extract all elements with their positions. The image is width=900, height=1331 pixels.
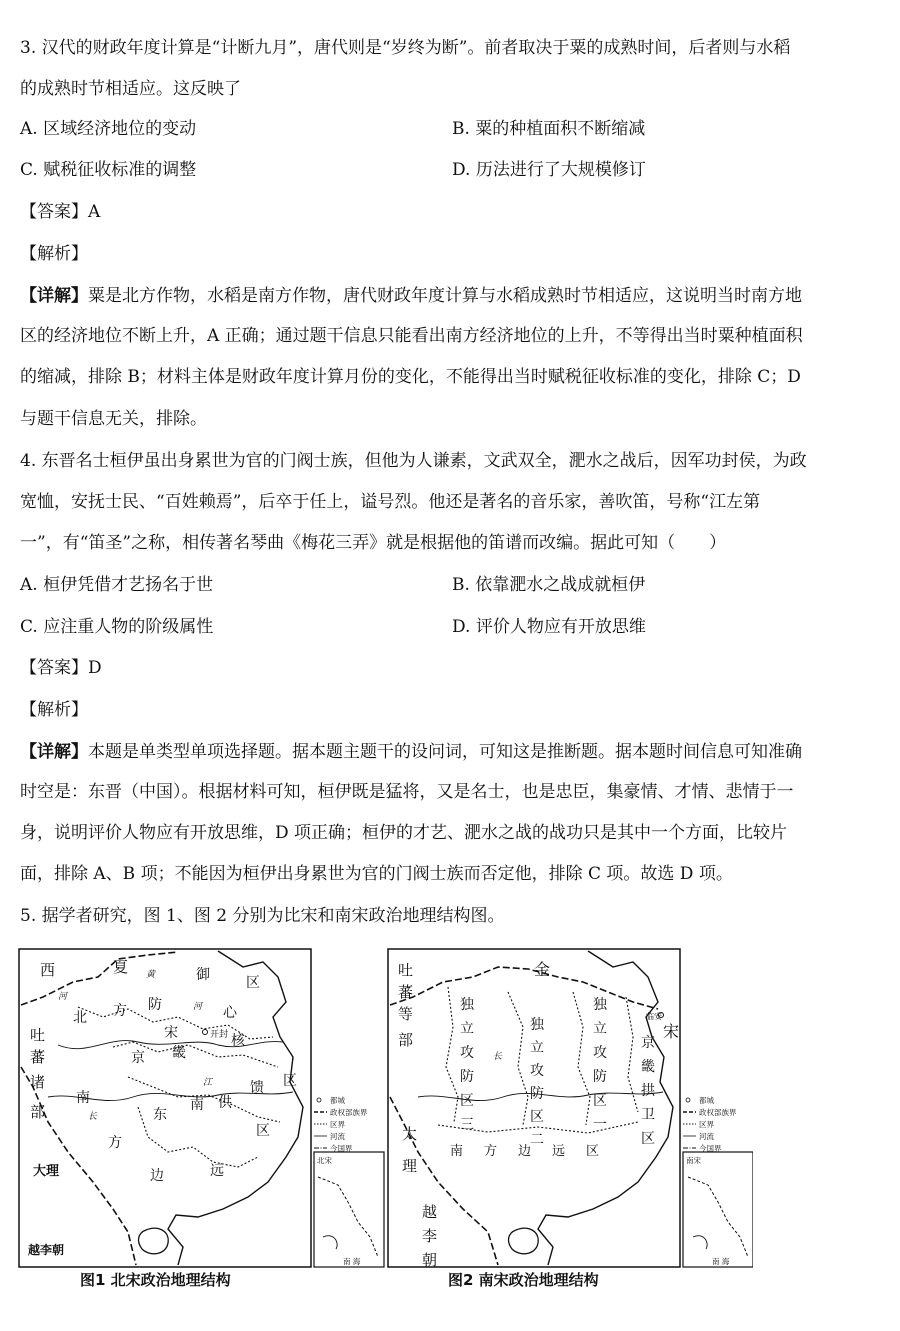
map1-label-24: 东 <box>153 1107 167 1123</box>
q3-detail-label: 【详解】 <box>20 286 88 306</box>
map1-label-14: 蕃 <box>30 1048 46 1066</box>
map2-label-21: 防 <box>593 1069 607 1085</box>
map2-label-20: 攻 <box>593 1045 607 1061</box>
map1-legend-item-0: 都城 <box>330 1096 345 1105</box>
q3-stem-line1: 3. 汉代的财政年度计算是“计断九月”，唐代则是“岁终为断”。前者取决于粟的成熟时间，后者则与水稻 <box>20 38 791 58</box>
map1-label-29: 大理 <box>33 1164 60 1179</box>
map2-legend-item-3: 河流 <box>699 1132 714 1141</box>
map2-caption: 图2 南宋政治地理结构 <box>448 1271 599 1289</box>
map1-label-1: 夏 <box>113 958 129 976</box>
q4-detail-line2: 时空是：东晋（中国）。根据材料可知，桓伊既是猛将，又是名士，也是忠臣，集豪情、才情、悲情于一 <box>20 782 794 802</box>
q3-answer-value: A <box>88 202 101 222</box>
map2-label-40: 朝 <box>422 1251 438 1269</box>
map2-label-27: 畿 <box>641 1059 655 1075</box>
q3-option-d: D. 历法进行了大规模修订 <box>452 160 646 180</box>
map1-label-18: 南 <box>76 1090 90 1106</box>
q3-answer <box>20 201 100 223</box>
map1-inset-sea: 南 海 <box>343 1257 361 1266</box>
map1-inset-frame <box>314 1152 384 1267</box>
map2-label-23: 一 <box>593 1117 607 1133</box>
map1-label-2: 黄 <box>146 970 156 980</box>
q3-detail-text1: 粟是北方作物，水稻是南方作物，唐代财政年度计算与水稻成熟时节相适应，这说明当时南方地 <box>88 286 802 306</box>
q4-detail-label: 【详解】 <box>20 742 88 762</box>
map2-label-33: 方 <box>484 1144 498 1159</box>
q3-detail-line1 <box>20 285 802 307</box>
q5-stem: 5. 据学者研究，图 1、图 2 分别为比宋和南宋政治地理结构图。 <box>20 906 505 926</box>
map1-legend-item-1: 政权部族界 <box>330 1108 368 1117</box>
map1-label-22: 部 <box>30 1103 46 1121</box>
map2-label-9: 部 <box>398 1031 414 1049</box>
map1-legend-item-4: 今国界 <box>330 1144 353 1153</box>
q3-detail-line2: 区的经济地位不断上升，A 正确；通过题干信息只能看出南方经济地位的上升，不等得出当时粟种植面积 <box>20 326 803 346</box>
map1-label-32: 越李朝 <box>28 1243 65 1257</box>
q4-option-b: B. 依靠淝水之战成就桓伊 <box>452 575 646 595</box>
map2-label-8: 独 <box>530 1017 544 1033</box>
map2-legend-item-4: 今国界 <box>699 1144 722 1153</box>
map1-label-12: 核 <box>231 1033 245 1049</box>
q3-option-b: B. 粟的种植面积不断缩减 <box>452 119 646 139</box>
q3-option-c: C. 赋税征收标准的调整 <box>20 160 197 180</box>
map1-label-3: 御 <box>196 967 210 983</box>
map2-label-32: 南 <box>450 1144 464 1159</box>
map1-label-23: 长 <box>88 1112 98 1122</box>
map2-label-31: 太 <box>402 1125 418 1143</box>
map1-label-6: 河 <box>193 1002 203 1012</box>
map1-label-25: 南 <box>190 1097 204 1113</box>
q3-stem-line2: 的成熟时节相适应。这反映了 <box>20 79 241 99</box>
map1-inset-label: 北宋 <box>317 1156 332 1165</box>
map2-label-3: 独 <box>460 997 474 1013</box>
map2-label-11: 立 <box>530 1040 544 1056</box>
map1-label-33: 河 <box>58 992 68 1002</box>
map2-label-13: 攻 <box>530 1063 544 1079</box>
map1-legend-capital-icon <box>317 1098 321 1102</box>
map1-label-13: 吐 <box>30 1026 46 1044</box>
q4-stem-line2: 宽恤，安抚士民、“百姓赖焉”，后卒于任上，谥号烈。他还是著名的音乐家，善吹笛，号称“江左第 <box>20 492 761 512</box>
map1-label-11: 开封 <box>210 1030 229 1040</box>
q3-answer-label: 【答案】 <box>20 202 88 222</box>
map2-label-29: 卫 <box>641 1107 655 1123</box>
map2-inset-frame <box>683 1152 753 1267</box>
q4-analysis-label: 【解析】 <box>20 700 88 720</box>
q4-answer-value: D <box>88 658 102 678</box>
map1-label-21: 区 <box>283 1073 297 1089</box>
map2-label-2: 蕃 <box>398 983 414 1001</box>
map2-label-6: 等 <box>398 1005 414 1023</box>
q4-stem-line3: 一”，有“笛圣”之称，相传著名琴曲《梅花三弄》就是根据他的笛谱而改编。据此可知（ ） <box>20 533 727 553</box>
map2-label-37: 理 <box>402 1157 418 1175</box>
map1-label-30: 边 <box>150 1168 164 1184</box>
q4-option-c: C. 应注重人物的阶级属性 <box>20 617 214 637</box>
q4-answer-label: 【答案】 <box>20 658 88 678</box>
map1-label-31: 远 <box>210 1163 224 1179</box>
map2-label-39: 李 <box>422 1227 438 1245</box>
map2-label-5: 攻 <box>460 1045 474 1061</box>
map1-label-28: 区 <box>256 1123 270 1139</box>
map1-label-17: 诸 <box>30 1073 46 1091</box>
q4-detail-line3: 身，说明评价人物应有开放思维，D 项正确；桓伊的才艺、淝水之战的战功只是其中一个方面，比较片 <box>20 823 788 843</box>
map2-label-26: 京 <box>641 1035 655 1051</box>
map2-label-7: 防 <box>460 1069 474 1085</box>
map2-legend-capital-icon <box>686 1098 690 1102</box>
q3-analysis-label: 【解析】 <box>20 244 88 264</box>
map1-label-20: 馈 <box>250 1080 264 1096</box>
map2-label-28: 拱 <box>641 1083 655 1099</box>
maps-svg <box>18 947 753 1292</box>
map2-label-35: 远 <box>552 1144 566 1159</box>
map2-label-14: 长 <box>493 1052 503 1062</box>
q4-option-a: A. 桓伊凭借才艺扬名于世 <box>20 575 214 595</box>
q4-detail-text1: 本题是单类型单项选择题。据本题主题干的设问词，可知这是推断题。据本题时间信息可知准确 <box>88 742 802 762</box>
map1-label-7: 心 <box>223 1005 237 1021</box>
q4-detail-line1 <box>20 741 802 763</box>
map1-label-15: 京 <box>131 1050 145 1066</box>
map1-legend <box>314 1095 368 1153</box>
map1 <box>19 949 384 1267</box>
map1-legend-item-2: 区界 <box>330 1120 345 1129</box>
maps-figure <box>18 947 753 1292</box>
q4-option-d: D. 评价人物应有开放思维 <box>452 617 646 637</box>
map1-label-19: 江 <box>203 1078 213 1088</box>
map2-label-19: 立 <box>593 1021 607 1037</box>
q4-stem-line1: 4. 东晋名士桓伊虽出身累世为官的门阀士族，但他为人谦素，文武双全，淝水之战后，因军功封侯，为政 <box>20 451 807 471</box>
map1-label-5: 防 <box>148 997 162 1013</box>
map2-label-10: 区 <box>460 1093 474 1109</box>
map2 <box>388 949 753 1269</box>
map2-label-30: 区 <box>641 1131 655 1147</box>
map2-legend-item-2: 区界 <box>699 1120 714 1129</box>
map2-label-18: 独 <box>593 997 607 1013</box>
map2-label-16: 区 <box>530 1109 544 1125</box>
map1-label-16: 畿 <box>172 1045 186 1061</box>
q3-detail-line3: 的缩减，排除 B；材料主体是财政年度计算月份的变化，不能得出当时赋税征收标准的变化，排除 C；D <box>20 367 801 387</box>
map1-label-26: 供 <box>218 1095 232 1111</box>
map2-label-1: 金 <box>534 960 551 979</box>
map1-label-9: 方 <box>113 1003 127 1019</box>
map2-label-34: 边 <box>518 1144 532 1159</box>
map1-legend-item-3: 河流 <box>330 1132 345 1141</box>
map2-label-38: 越 <box>422 1203 438 1221</box>
map1-label-10: 宋 <box>164 1025 178 1041</box>
q4-detail-line4: 面，排除 A、B 项；不能因为桓伊出身累世为官的门阀士族而否定他，排除 C 项。故选 D 项。 <box>20 864 733 884</box>
map2-label-4: 立 <box>460 1021 474 1037</box>
map2-label-12: 三 <box>460 1117 474 1133</box>
map2-legend-item-1: 政权部族界 <box>699 1108 737 1117</box>
map1-label-0: 西 <box>40 961 56 979</box>
map2-legend <box>683 1095 737 1153</box>
map1-label-4: 区 <box>246 975 260 991</box>
q4-answer <box>20 657 102 679</box>
map2-inset-sea: 南 海 <box>712 1257 730 1266</box>
map2-label-36: 区 <box>586 1144 600 1159</box>
map1-caption: 图1 北宋政治地理结构 <box>80 1271 231 1289</box>
map1-label-27: 方 <box>108 1135 122 1151</box>
q3-option-a: A. 区域经济地位的变动 <box>20 119 197 139</box>
map1-label-8: 北 <box>73 1010 87 1026</box>
map2-label-24: 临安 <box>646 1012 662 1021</box>
q3-detail-line4: 与题干信息无关，排除。 <box>20 409 207 429</box>
map2-inset-label: 南宋 <box>686 1156 701 1165</box>
map2-label-22: 区 <box>593 1093 607 1109</box>
map2-label-17: 二 <box>530 1132 544 1148</box>
map2-label-25: 宋 <box>663 1022 680 1041</box>
map2-label-0: 吐 <box>398 961 414 979</box>
map2-label-15: 防 <box>530 1086 544 1102</box>
map2-legend-item-0: 都城 <box>699 1096 714 1105</box>
